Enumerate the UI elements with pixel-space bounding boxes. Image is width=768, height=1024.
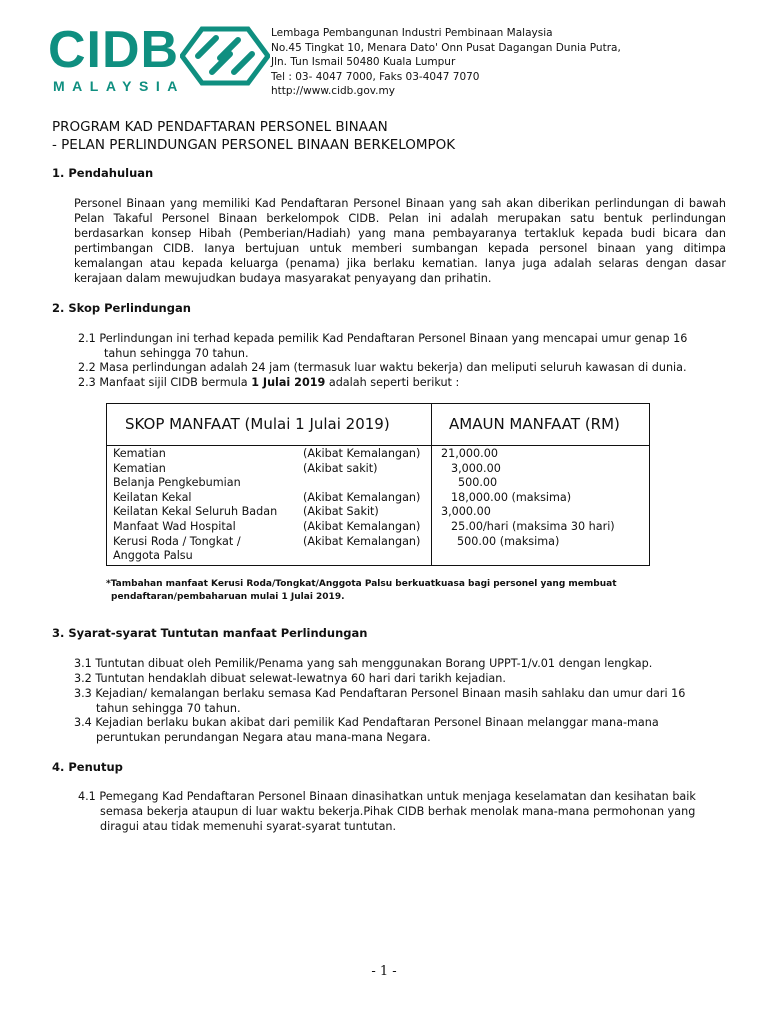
section-heading-pendahuluan: 1. Pendahuluan [52,166,154,180]
table-cell: Kematian [113,461,166,475]
table-cell: Keilatan Kekal Seluruh Badan [113,505,278,519]
table-cell: 500.00 [458,476,498,490]
table-cell: (Akibat Kemalangan) [303,490,421,504]
table-header-divider [107,445,649,446]
website-link[interactable]: http://www.cidb.gov.my [271,85,395,97]
item-number: 4.1 [78,790,96,803]
table-cell [303,476,420,491]
cidb-logo [48,21,273,98]
table-cell: 21,000.00 [441,447,498,460]
item-number: 2.3 [78,376,96,389]
address-line: No.45 Tingkat 10, Menara Dato' Onn Pusat Dagangan Dunia Putra, [271,41,621,54]
item-text: Kejadian berlaku bukan akibat dari pemilik Kad Pendaftaran Personel Binaan melanggar mana-mana [95,716,659,729]
item-text-continued: tahun sehingga 70 tahun. [104,347,249,360]
item-number: 2.2 [78,361,96,374]
cidb-emblem-icon [180,26,270,86]
table-cell: Manfaat Wad Hospital [113,519,236,533]
table-footnote [106,578,617,604]
table-header-amaun: AMAUN MANFAAT (RM) [449,415,620,433]
footnote-line: *Tambahan manfaat Kerusi Roda/Tongkat/Anggota Palsu berkuatkuasa bagi personel yang membuat [106,579,617,589]
list-item [74,656,652,671]
item-text: Tuntutan dibuat oleh Pemilik/Penama yang sah menggunakan Borang UPPT-1/v.01 dengan lengkap. [95,657,653,670]
logo-wordmark: CIDB [48,21,180,79]
address-line: Jln. Tun Ismail 50480 Kuala Lumpur [271,56,456,68]
section-heading-skop: 2. Skop Perlindungan [52,301,191,315]
address-line: Tel : 03- 4047 7000, Faks 03-4047 7070 [271,70,480,83]
item-number: 3.3 [74,687,92,700]
list-item [74,671,506,686]
title-line-1: PROGRAM KAD PENDAFTARAN PERSONEL BINAAN [52,119,388,135]
intro-paragraph: Personel Binaan yang memiliki Kad Pendaftaran Personel Binaan yang sah akan diberikan perlindungan di bawah Pelan Takaful Personel Binaan berkelompok CIDB. Pelan ini adalah merupakan satu bentuk perlindungan berdasarkan konsep Hibah (Pemberian/Hadiah) yang mana pembayaranya tertakluk kepada budi bicara dan pertimbangan CIDB. Ianya bertujuan untuk memberi sumbangan kepada personel binaan yang ditimpa kemalangan atau kepada keluarga (penama) jika berlaku kematian. Ianya juga adalah selaras dengan dasar kerajaan dalam mewujudkan budaya masyarakat penyayang dan prihatin. [74,197,726,285]
start-date: 1 Julai 2019 [251,376,326,389]
list-item [74,686,685,716]
table-cell: (Akibat Sakit) [303,505,379,519]
list-item [78,331,687,361]
table-cell: Kerusi Roda / Tongkat / [113,534,241,548]
item-text-continued: diragui atau tidak memenuhi syarat-syarat tuntutan. [100,820,397,833]
footnote-line: pendaftaran/pembaharuan mulai 1 Julai 2019. [111,592,345,602]
section-heading-syarat: 3. Syarat-syarat Tuntutan manfaat Perlindungan [52,626,368,640]
item-text: Kejadian/ kemalangan berlaku semasa Kad Pendaftaran Personel Binaan masih sahlaku dan umur dari 16 [95,687,686,700]
item-text: Manfaat sijil CIDB bermula [99,376,252,389]
section-heading-penutup: 4. Penutup [52,760,123,774]
table-cell: (Akibat Kemalangan) [303,534,421,548]
table-cell: Kematian [113,447,166,460]
table-cell: (Akibat Kemalangan) [303,447,421,460]
table-column-divider [431,404,432,565]
item-text: adalah seperti berikut : [325,376,460,389]
page-number: - 1 - [371,964,397,979]
item-text: Perlindungan ini terhad kepada pemilik Kad Pendaftaran Personel Binaan yang mencapai umur genap 16 [99,332,688,345]
item-text: Pemegang Kad Pendaftaran Personel Binaan dinasihatkan untuk menjaga keselamatan dan kesihatan baik [99,790,696,803]
table-cell: Keilatan Kekal [113,490,192,504]
list-item [78,375,459,390]
item-number: 3.1 [74,657,92,670]
table-cell: Belanja Pengkebumian [113,476,241,490]
table-cell: 18,000.00 (maksima) [451,490,572,504]
table-cell: 3,000.00 [441,505,491,519]
title-line-2: - PELAN PERLINDUNGAN PERSONEL BINAAN BERKELOMPOK [52,137,456,153]
document-title [52,118,455,154]
item-text-continued: peruntukan perundangan Negara atau mana-mana Negara. [96,731,431,744]
list-item [74,715,659,745]
list-item [78,360,687,375]
benefit-table [106,403,650,566]
table-cell: (Akibat Kemalangan) [303,519,421,533]
item-number: 3.4 [74,716,92,729]
table-benefit-column [113,447,277,564]
table-amount-column [441,447,615,549]
list-item [78,789,696,834]
item-number: 3.2 [74,672,92,685]
item-text-continued: semasa bekerja ataupun di luar waktu bekerja.Pihak CIDB berhak menolak mana-mana permohonan yang [100,805,696,818]
item-text-continued: tahun sehingga 70 tahun. [96,702,241,715]
table-cell: Anggota Palsu [113,549,193,563]
table-header-skop: SKOP MANFAAT (Mulai 1 Julai 2019) [125,415,390,433]
organization-address [271,26,621,99]
table-cell: 25.00/hari (maksima 30 hari) [451,519,615,533]
address-line: Lembaga Pembangunan Industri Pembinaan Malaysia [271,27,553,39]
table-cause-column [303,447,420,549]
table-cell: 3,000.00 [451,461,501,475]
item-text: Masa perlindungan adalah 24 jam (termasuk luar waktu bekerja) dan meliputi seluruh kawasan di dunia. [99,361,687,374]
logo-country: MALAYSIA [53,78,185,94]
item-text: Tuntutan hendaklah dibuat selewat-lewatnya 60 hari dari tarikh kejadian. [95,672,506,685]
table-cell: 500.00 (maksima) [457,534,560,548]
item-number: 2.1 [78,332,96,345]
table-cell: (Akibat sakit) [303,461,378,475]
